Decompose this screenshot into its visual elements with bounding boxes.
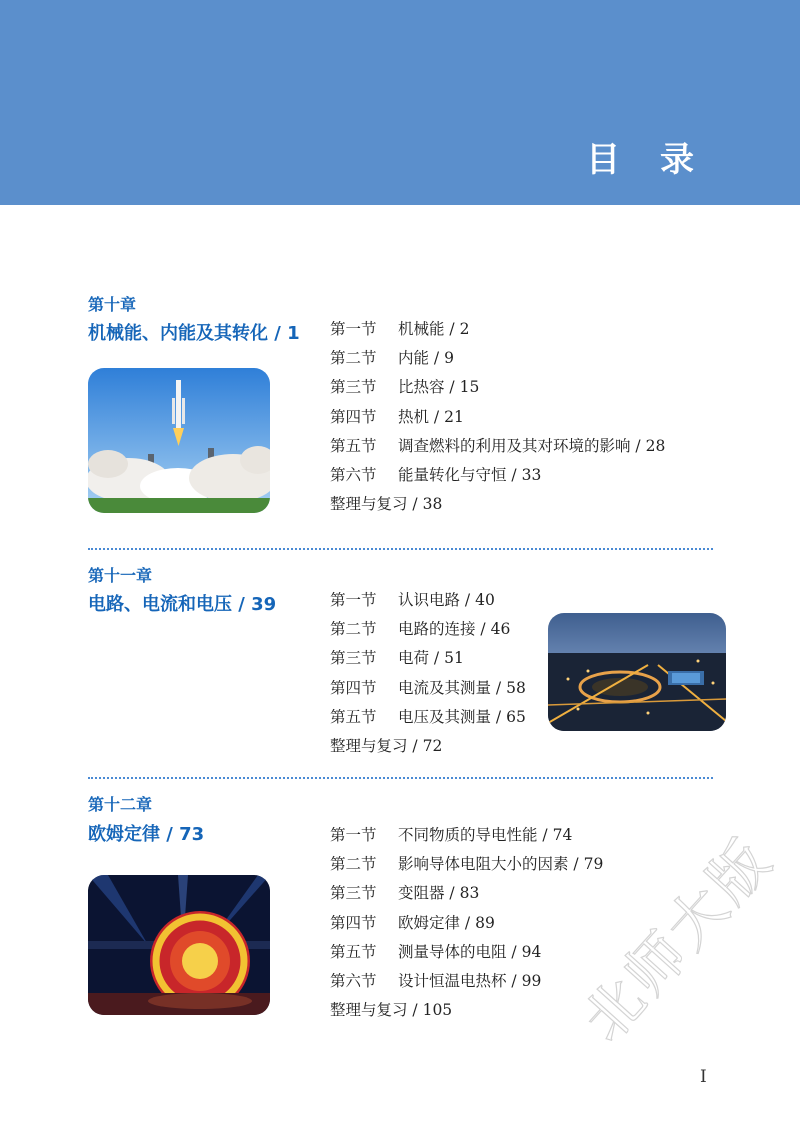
section-item[interactable]: 第三节 比热容 / 15 bbox=[330, 378, 480, 397]
section-item[interactable]: 第三节 电荷 / 51 bbox=[330, 649, 464, 668]
section-item[interactable]: 第二节 电路的连接 / 46 bbox=[330, 620, 511, 639]
section-item[interactable]: 第六节 设计恒温电热杯 / 99 bbox=[330, 971, 542, 990]
page-title: 目 录 bbox=[586, 140, 708, 180]
section-item[interactable]: 第二节 内能 / 9 bbox=[330, 349, 454, 368]
chapter-title: 机械能、内能及其转化 / 1 bbox=[88, 323, 300, 344]
section-divider bbox=[88, 777, 713, 779]
chapter-number: 第十一章 bbox=[88, 566, 153, 585]
section-divider bbox=[88, 548, 713, 550]
section-item[interactable]: 第一节 机械能 / 2 bbox=[330, 320, 470, 338]
section-item[interactable]: 第二节 影响导体电阻大小的因素 / 79 bbox=[330, 855, 604, 874]
section-item[interactable]: 第一节 认识电路 / 40 bbox=[330, 591, 495, 609]
review-item[interactable]: 整理与复习 / 105 bbox=[330, 1001, 453, 1020]
chapter-title: 欧姆定律 / 73 bbox=[88, 824, 205, 845]
chapter-number: 第十二章 bbox=[88, 795, 153, 814]
section-item[interactable]: 第五节 电压及其测量 / 65 bbox=[330, 707, 526, 726]
section-item[interactable]: 第五节 调查燃料的利用及其对环境的影响 / 28 bbox=[330, 436, 666, 455]
section-item[interactable]: 第三节 变阻器 / 83 bbox=[330, 884, 480, 903]
section-list bbox=[330, 586, 526, 761]
watermark: 北师大版 bbox=[569, 824, 787, 1055]
chapter-title: 电路、电流和电压 / 39 bbox=[88, 594, 277, 615]
section-item[interactable]: 第五节 测量导体的电阻 / 94 bbox=[330, 942, 542, 961]
section-item[interactable]: 第四节 电流及其测量 / 58 bbox=[330, 678, 526, 697]
section-list bbox=[330, 821, 603, 1025]
review-item[interactable]: 整理与复习 / 72 bbox=[330, 736, 443, 755]
section-item[interactable]: 第四节 热机 / 21 bbox=[330, 407, 464, 426]
city-night-photo bbox=[548, 613, 726, 731]
rocket-launch-photo bbox=[88, 368, 270, 513]
section-item[interactable]: 第四节 欧姆定律 / 89 bbox=[330, 913, 495, 932]
light-show-photo bbox=[88, 875, 270, 1015]
review-item[interactable]: 整理与复习 / 38 bbox=[330, 495, 443, 514]
section-item[interactable]: 第一节 不同物质的导电性能 / 74 bbox=[330, 826, 573, 844]
page-number: I bbox=[700, 1067, 707, 1087]
chapter-number: 第十章 bbox=[88, 295, 137, 314]
section-list bbox=[330, 315, 665, 519]
header-banner bbox=[0, 0, 800, 205]
section-item[interactable]: 第六节 能量转化与守恒 / 33 bbox=[330, 465, 542, 484]
